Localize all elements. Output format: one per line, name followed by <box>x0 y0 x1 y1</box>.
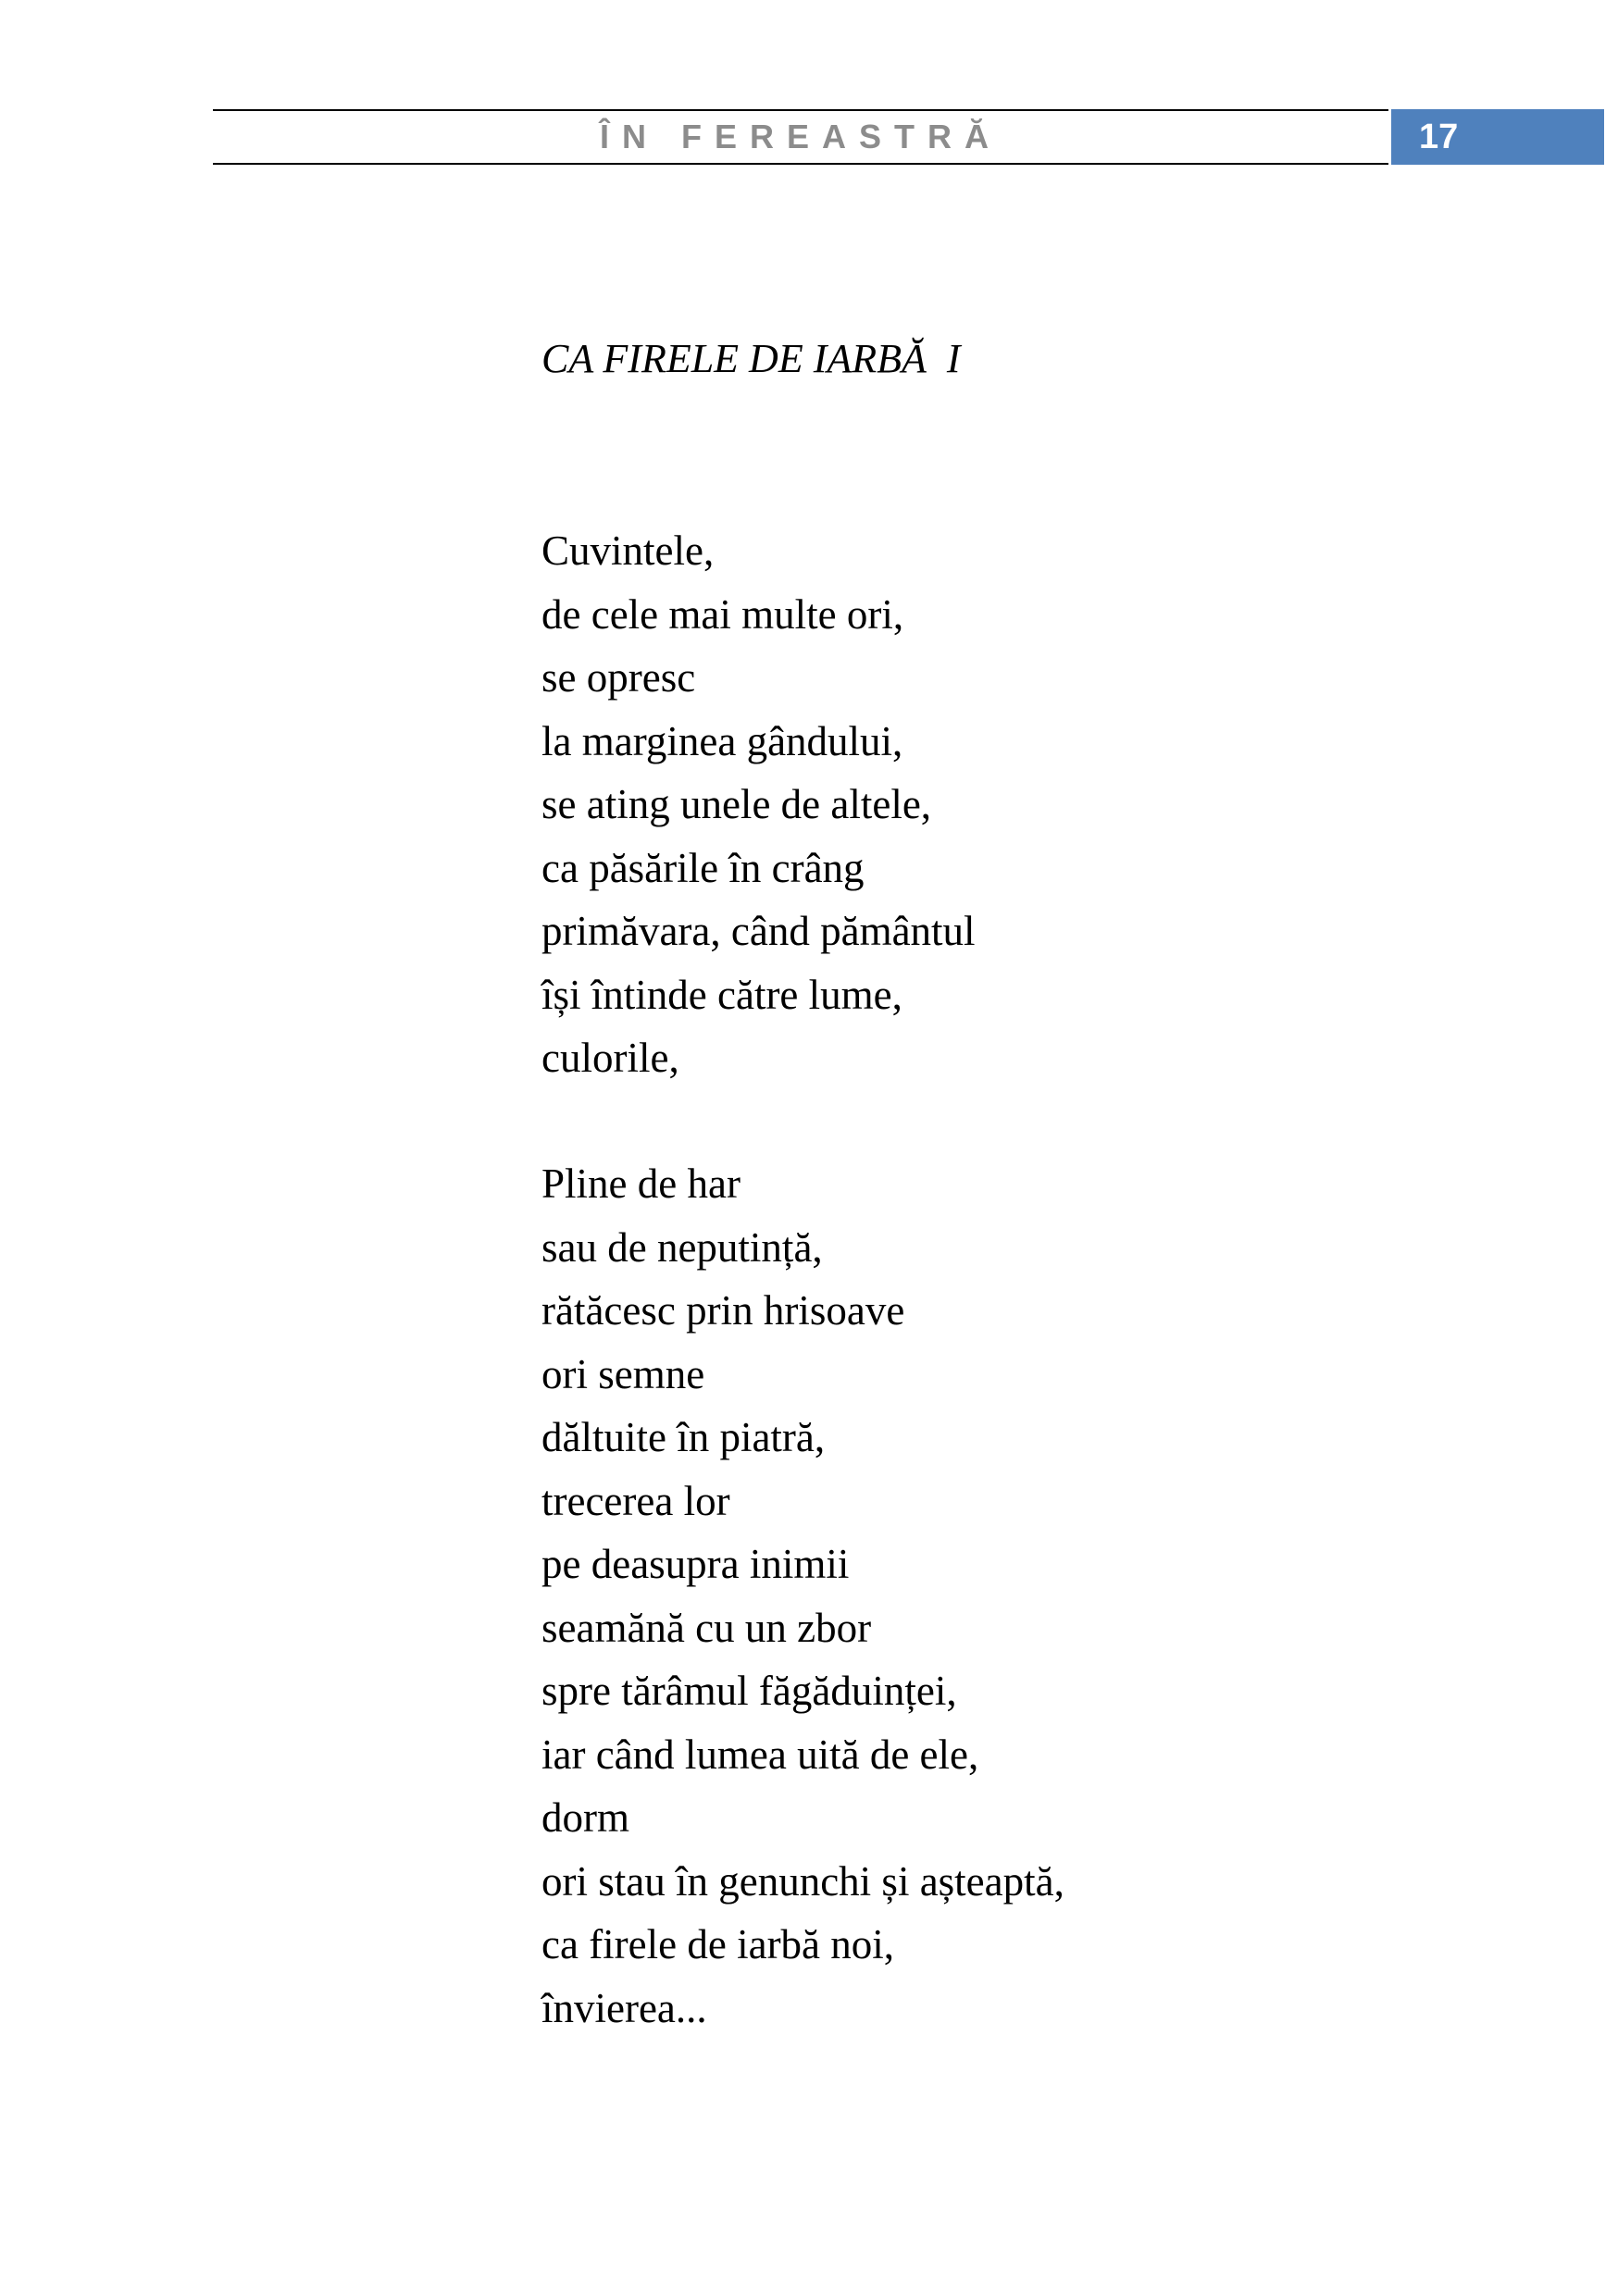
verse-line: la marginea gândului, <box>541 717 903 764</box>
verse-line: trecerea lor <box>541 1477 730 1524</box>
verse-line: se opresc <box>541 654 696 701</box>
verse-line: ori semne <box>541 1350 705 1397</box>
poem-title: CA FIRELE DE IARBĂ I <box>541 336 961 381</box>
verse-line: rătăcesc prin hrisoave <box>541 1287 905 1334</box>
verse-line: dorm <box>541 1794 629 1841</box>
verse-line: culorile, <box>541 1035 679 1081</box>
verse-line: își întinde către lume, <box>541 971 902 1018</box>
verse-line: spre tărâmul făgăduinței, <box>541 1668 957 1714</box>
stanza-1 <box>541 519 976 1090</box>
verse-line: seamănă cu un zbor <box>541 1604 872 1651</box>
verse-line: ca păsările în crâng <box>541 844 865 891</box>
page-number: 17 <box>1419 118 1459 156</box>
verse-line: Pline de har <box>541 1160 741 1207</box>
verse-line: ori stau în genunchi și așteaptă, <box>541 1857 1064 1905</box>
stanza-2 <box>541 1152 1064 2040</box>
running-title: ÎN FEREASTRĂ <box>599 118 1002 155</box>
running-header <box>213 109 1388 165</box>
verse-line: sau de neputință, <box>541 1223 823 1271</box>
verse-line: se ating unele de altele, <box>541 781 932 827</box>
verse-line: de cele mai multe ori, <box>541 590 904 638</box>
verse-line: primăvara, când pământul <box>541 908 976 954</box>
verse-line: ca firele de iarbă noi, <box>541 1921 895 1967</box>
verse-line: Cuvintele, <box>541 527 715 574</box>
verse-line: iar când lumea uită de ele, <box>541 1731 979 1778</box>
verse-line: învierea... <box>541 1984 707 2031</box>
page-number-box <box>1391 109 1604 165</box>
verse-line: pe deasupra inimii <box>541 1541 850 1587</box>
verse-line: dăltuite în piatră, <box>541 1414 826 1460</box>
